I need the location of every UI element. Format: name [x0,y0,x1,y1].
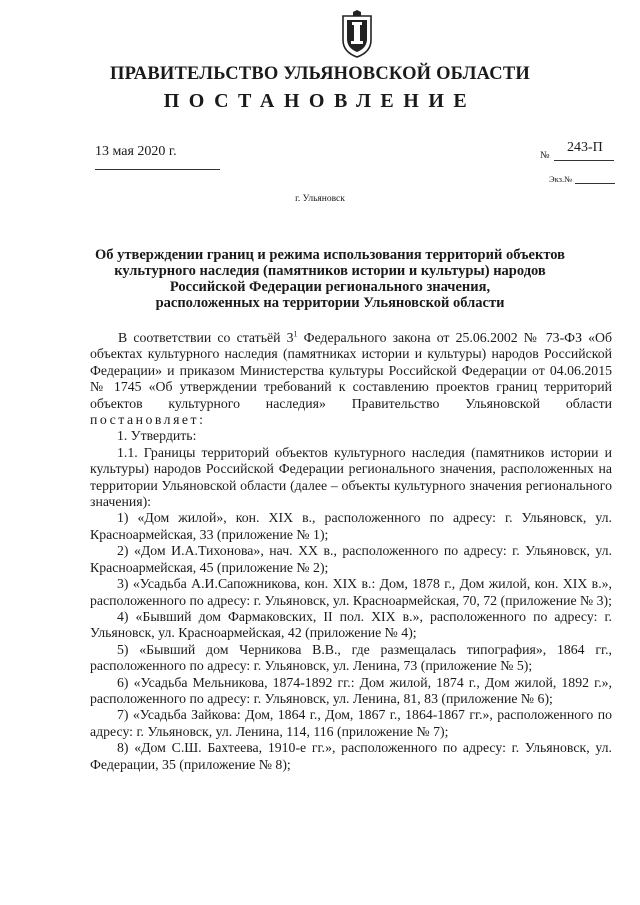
document-body [90,330,612,773]
list-item: 8) «Дом С.Ш. Бахтеева, 1910-е гг.», расположенного по адресу: г. Ульяновск, ул. Федерации, 35 (приложение № 8); [90,740,612,772]
number-sign: № [540,150,550,161]
date-underline [95,169,220,170]
intro-paragraph [90,330,612,428]
document-date: 13 мая 2020 г. [95,144,177,159]
title-line: культурного наследия (памятников истории и культуры) народов [114,263,546,279]
document-title [80,247,580,311]
coat-of-arms-icon [339,10,375,58]
intro-text-start: В соответствии со статьёй 3 [118,330,294,345]
list-item: 5) «Бывший дом Черникова В.В., где размещалась типография», 1864 гг., расположенного по адресу: г. Ульяновск, ул. Ленина, 73 (приложение № 5); [90,641,612,674]
list-item: 3) «Усадьба А.И.Сапожникова, кон. XIX в.: Дом, 1878 г., Дом жилой, кон. XIX в.», расположенного по адресу: г. Ульяновск, ул. Красноармейская, 70, 72 (приложение № 3); [90,576,612,608]
list-item: 6) «Усадьба Мельникова, 1874-1892 гг.: Дом жилой, 1874 г., Дом жилой, 1892 г.», расположенного по адресу: г. Ульяновск, ул. Ленина, 81, 83 (приложение № 6); [90,674,612,706]
government-name: ПРАВИТЕЛЬСТВО УЛЬЯНОВСКОЙ ОБЛАСТИ [110,64,530,84]
list-item: 7) «Усадьба Зайкова: Дом, 1864 г., Дом, 1867 г., 1864-1867 гг.», расположенного по адресу: г. Ульяновск, ул. Ленина, 114, 116 (приложение № 7); [90,707,612,739]
paragraph: 1.1. Границы территорий объектов культурного наследия (памятников истории и культуры) народов Российской Федерации регионального значения, расположенных на территории Ульяновской области (далее – объекты культурного значения регионального значения): [90,444,612,510]
document-number: 243-П [567,140,603,155]
title-line: Российской Федерации регионального значения, [169,279,491,295]
list-item: 4) «Бывший дом Фармаковских, II пол. XIX в.», расположенного по адресу: г. Ульяновск, ул. Красноармейская, 42 (приложение № 4); [90,608,612,641]
copy-number-label: Экз.№ [549,174,573,184]
article-superscript: 1 [293,329,298,339]
number-underline [554,160,614,161]
copy-number-underline [575,183,615,184]
city: г. Ульяновск [295,194,345,204]
document-type: ПОСТАНОВЛЕНИЕ [163,90,477,112]
resolves-word: постановляет: [90,412,206,428]
intro-text: Федерального закона от 25.06.2002 № 73-ФЗ «Об объектах культурного наследия (памятниках истории и культуры) народов Российской Федерации» и приказом Министерства культуры Российской Федерации от 04.06.2015 № 1745 «Об утверждении требований к составлению проектов границ территорий объектов культурного наследия» Правительство Ульяновской области [90,330,612,411]
title-line: расположенных на территории Ульяновской области [155,295,505,311]
list-item: 2) «Дом И.А.Тихонова», нач. XX в., расположенного по адресу: г. Ульяновск, ул. Красноармейская, 45 (приложение № 2); [90,543,612,575]
list-item: 1) «Дом жилой», кон. XIX в., расположенного по адресу: г. Ульяновск, ул. Красноармейская, 33 (приложение № 1); [90,510,612,542]
paragraph: 1. Утвердить: [117,428,197,444]
title-line: Об утверждении границ и режима использования территорий объектов [95,247,565,263]
